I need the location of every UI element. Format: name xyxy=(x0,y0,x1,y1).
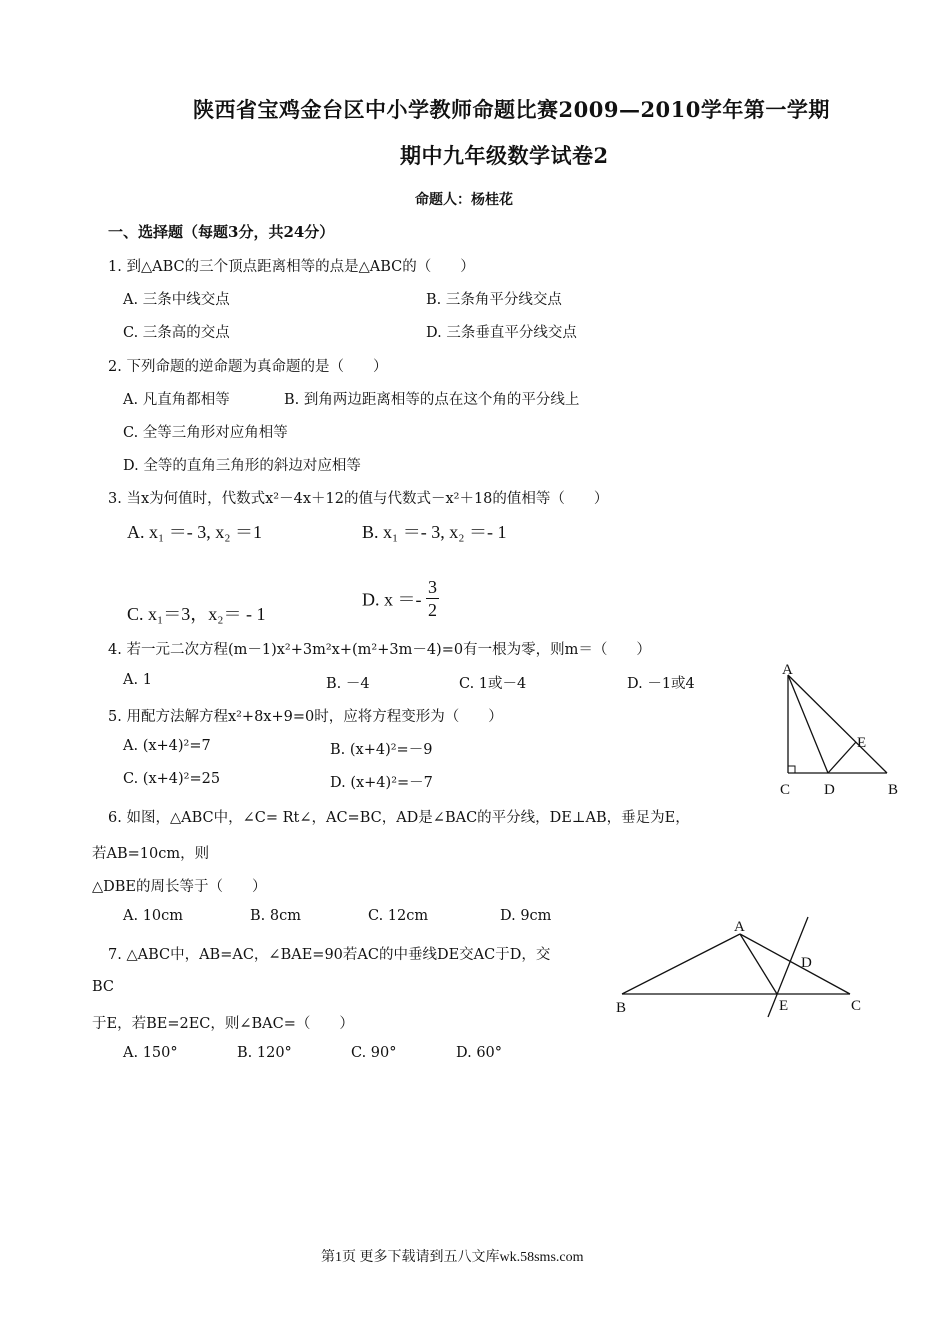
section-heading: 一、选择题（每题3分，共24分） xyxy=(108,223,335,241)
fig1-label-b: B xyxy=(888,782,899,798)
q7-option-a: A. 150° xyxy=(123,1045,178,1061)
fig1-bisector-ad xyxy=(788,675,828,773)
q2-stem: 2. 下列命题的逆命题为真命题的是（ ） xyxy=(108,359,388,375)
q6-stem-line-2: 若AB=10cm，则 xyxy=(92,846,210,862)
fig2-side-ac xyxy=(740,934,850,994)
q7-stem-line-3: 于E，若BE=2EC，则∠BAC=（ ） xyxy=(92,1016,354,1032)
q4-option-c: C. 1或－4 xyxy=(459,676,527,692)
q1-stem: 1. 到△ABC的三个顶点距离相等的点是△ABC的（ ） xyxy=(108,259,475,275)
q3-option-b: B. x₁ ＝- 3, x₂ ＝- 1 xyxy=(362,522,507,542)
fig2-label-d: D xyxy=(801,955,812,971)
q3-option-a: A. x₁ ＝- 3, x₂ ＝1 xyxy=(127,522,263,542)
q3-d-denominator: 2 xyxy=(428,600,437,620)
q7-option-d: D. 60° xyxy=(456,1045,503,1061)
q1-option-c: C. 三条高的交点 xyxy=(123,325,230,341)
q7-option-b: B. 120° xyxy=(237,1045,292,1061)
q6-option-b: B. 8cm xyxy=(250,908,301,924)
q6-stem-line-3: △DBE的周长等于（ ） xyxy=(92,879,267,895)
fig2-label-b: B xyxy=(616,1000,627,1016)
q2-option-c: C. 全等三角形对应角相等 xyxy=(123,425,288,441)
title-line-2: 期中九年级数学试卷2 xyxy=(400,143,609,168)
q3-option-c: C. x₁＝3，x₂＝ - 1 xyxy=(127,604,266,624)
q6-option-c: C. 12cm xyxy=(368,908,429,924)
q6-stem-line-1: 6. 如图，△ABC中，∠C= Rt∠，AC=BC，AD是∠BAC的平分线，DE⊥AB，垂足为E， xyxy=(108,810,690,826)
q6-option-d: D. 9cm xyxy=(500,908,552,924)
q2-option-b: B. 到角两边距离相等的点在这个角的平分线上 xyxy=(284,392,580,408)
q4-option-d: D. －1或4 xyxy=(627,676,695,692)
q5-option-c: C. (x+4)²=25 xyxy=(123,771,221,787)
fig1-perpendicular-de xyxy=(828,742,856,773)
q7-option-c: C. 90° xyxy=(351,1045,397,1061)
q5-stem: 5. 用配方法解方程x²+8x+9=0时，应将方程变形为（ ） xyxy=(108,709,503,725)
fig1-side-ab xyxy=(788,675,887,773)
q2-option-a: A. 凡直角都相等 xyxy=(123,392,230,408)
q1-option-b: B. 三条角平分线交点 xyxy=(426,292,562,308)
figure-2-isosceles-triangle xyxy=(610,912,875,1022)
figure-1-right-triangle xyxy=(770,660,905,800)
q4-option-a: A. 1 xyxy=(123,672,152,688)
author: 命题人：杨桂花 xyxy=(415,192,513,208)
fig1-right-angle-mark xyxy=(788,766,795,773)
fig2-segment-ae xyxy=(740,934,777,994)
q3-option-d xyxy=(362,576,439,621)
fig1-label-d: D xyxy=(824,782,835,798)
fig1-label-a: A xyxy=(782,662,793,678)
q6-option-a: A. 10cm xyxy=(123,908,184,924)
q7-stem-line-1: 7. △ABC中，AB=AC，∠BAE=90若AC的中垂线DE交AC于D，交 xyxy=(108,947,551,963)
fig1-label-c: C xyxy=(780,782,791,798)
fig2-label-a: A xyxy=(734,919,745,935)
fig2-side-ab xyxy=(622,934,740,994)
q1-option-d: D. 三条垂直平分线交点 xyxy=(426,325,577,341)
fig2-label-c: C xyxy=(851,998,862,1014)
q4-option-b: B. －4 xyxy=(326,676,370,692)
q5-option-d: D. (x+4)²=－7 xyxy=(330,775,433,791)
fig1-label-e: E xyxy=(857,735,867,751)
q3-option-d-prefix: D. x ＝- xyxy=(362,589,422,610)
q3-option-d-fraction xyxy=(426,576,439,621)
q3-stem: 3. 当x为何值时，代数式x²－4x＋12的值与代数式－x²＋18的值相等（ ） xyxy=(108,491,609,507)
q4-stem: 4. 若一元二次方程(m－1)x²+3m²x+(m²+3m－4)=0有一根为零，则m＝（ ） xyxy=(108,642,651,658)
page-footer: 第1页 更多下载请到五八文库wk.58sms.com xyxy=(321,1250,584,1265)
q1-option-a: A. 三条中线交点 xyxy=(123,292,230,308)
q5-option-a: A. (x+4)²=7 xyxy=(123,738,211,754)
q5-option-b: B. (x+4)²=－9 xyxy=(330,742,433,758)
title-line-1: 陕西省宝鸡金台区中小学教师命题比赛2009—2010学年第一学期 xyxy=(193,97,830,122)
q7-stem-line-2: BC xyxy=(92,979,115,995)
q3-d-numerator: 3 xyxy=(428,577,437,597)
q2-option-d: D. 全等的直角三角形的斜边对应相等 xyxy=(123,458,361,474)
fig2-label-e: E xyxy=(779,998,789,1014)
